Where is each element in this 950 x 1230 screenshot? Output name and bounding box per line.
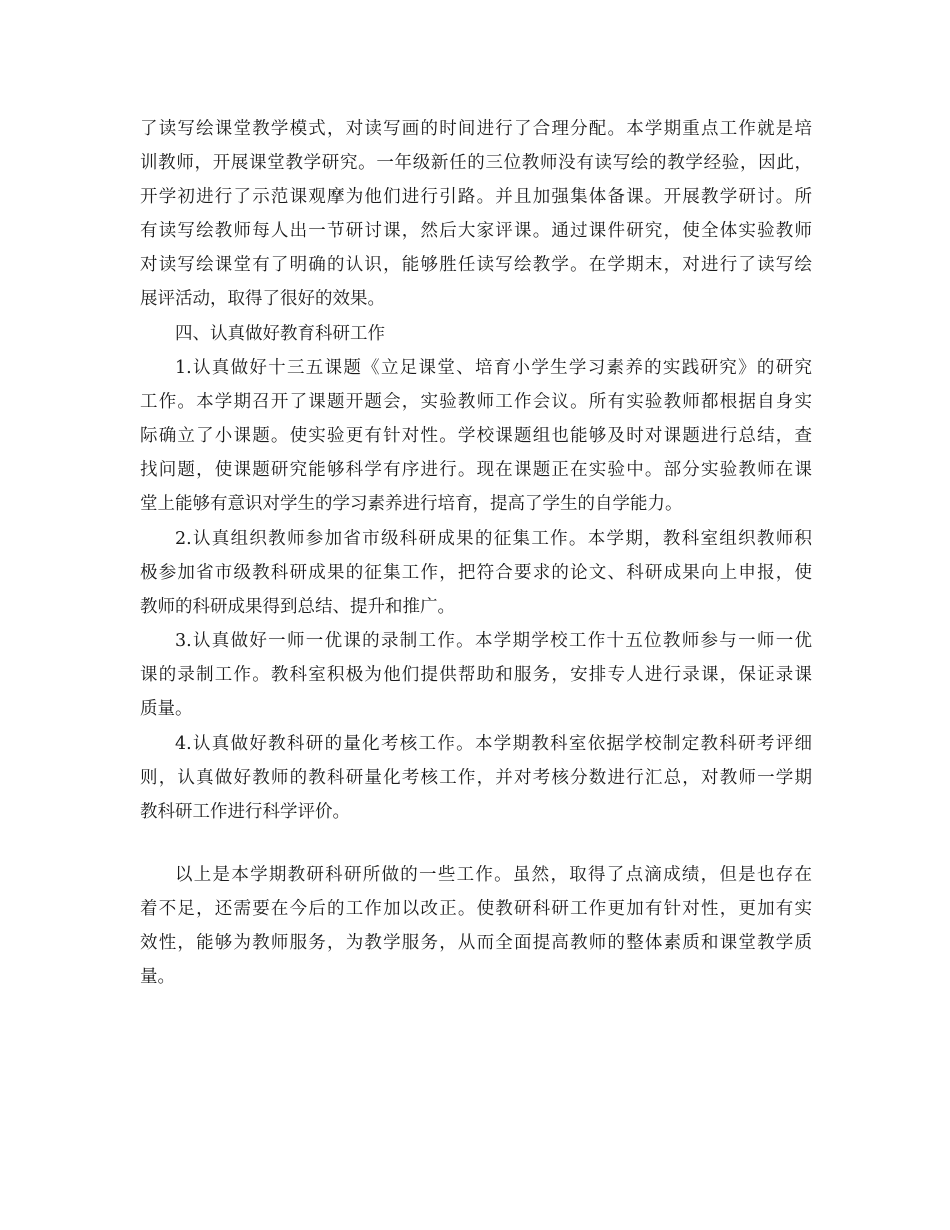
paragraph-line: 对读写绘课堂有了明确的认识，能够胜任读写绘教学。在学期末，对进行了读写绘 — [140, 255, 812, 275]
paragraph-line: 极参加省市级教科研成果的征集工作，把符合要求的论文、科研成果向上申报，使 — [140, 563, 812, 583]
section-heading: 四、认真做好教育科研工作 — [175, 324, 385, 344]
paragraph-line: 以上是本学期教研科研所做的一些工作。虽然，取得了点滴成绩，但是也存在 — [175, 865, 812, 885]
paragraph-line: 工作。本学期召开了课题开题会，实验教师工作会议。所有实验教师都根据自身实 — [140, 392, 812, 412]
paragraph-line: 际确立了小课题。使实验更有针对性。学校课题组也能够及时对课题进行总结，查 — [140, 426, 812, 446]
paragraph-line: 教师的科研成果得到总结、提升和推广。 — [140, 597, 455, 617]
paragraph-line: 4.认真做好教科研的量化考核工作。本学期教科室依据学校制定教科研考评细 — [175, 734, 812, 754]
paragraph-line: 课的录制工作。教科室积极为他们提供帮助和服务，安排专人进行录课，保证录课 — [140, 665, 812, 685]
paragraph-line: 3.认真做好一师一优课的录制工作。本学期学校工作十五位教师参与一师一优 — [175, 631, 812, 651]
paragraph-line: 2.认真组织教师参加省市级科研成果的征集工作。本学期，教科室组织教师积 — [175, 529, 812, 549]
paragraph-line: 教科研工作进行科学评价。 — [140, 802, 350, 822]
paragraph-line: 开学初进行了示范课观摩为他们进行引路。并且加强集体备课。开展教学研讨。所 — [140, 187, 812, 207]
paragraph-line: 找问题，使课题研究能够科学有序进行。现在课题正在实验中。部分实验教师在课 — [140, 460, 812, 480]
paragraph-line: 着不足，还需要在今后的工作加以改正。使教研科研工作更加有针对性，更加有实 — [140, 899, 812, 919]
paragraph-line: 质量。 — [140, 699, 193, 719]
paragraph-line: 效性，能够为教师服务，为教学服务，从而全面提高教师的整体素质和课堂教学质 — [140, 933, 812, 953]
paragraph-line: 1.认真做好十三五课题《立足课堂、培育小学生学习素养的实践研究》的研究 — [175, 358, 812, 378]
paragraph-line: 有读写绘教师每人出一节研讨课，然后大家评课。通过课件研究，使全体实验教师 — [140, 221, 812, 241]
paragraph-line: 堂上能够有意识对学生的学习素养进行培育，提高了学生的自学能力。 — [140, 494, 683, 514]
paragraph-line: 了读写绘课堂教学模式，对读写画的时间进行了合理分配。本学期重点工作就是培 — [140, 119, 812, 139]
paragraph-line: 训教师，开展课堂教学研究。一年级新任的三位教师没有读写绘的教学经验，因此， — [140, 153, 812, 173]
paragraph-line: 则，认真做好教师的教科研量化考核工作，并对考核分数进行汇总，对教师一学期 — [140, 768, 812, 788]
paragraph-line: 展评活动，取得了很好的效果。 — [140, 289, 385, 309]
paragraph-line: 量。 — [140, 967, 175, 987]
